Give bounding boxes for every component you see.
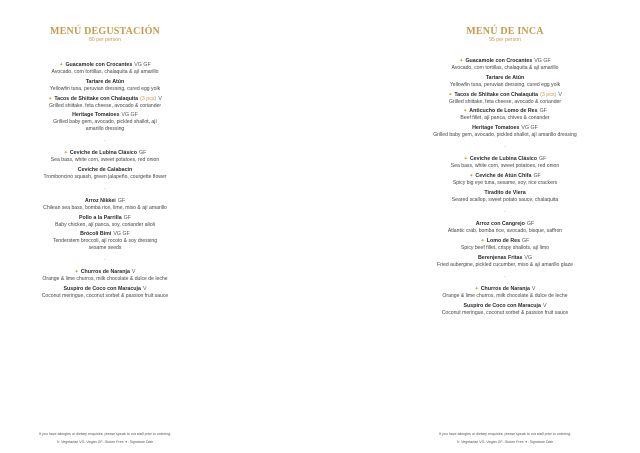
dish-heading [0,231,210,238]
menu-body [375,58,635,316]
dish-item [0,167,210,180]
dietary-tags: GF [522,237,530,244]
signature-star-icon: ✦ [459,58,464,64]
course-section [375,58,635,138]
dish-description: Yellowfin tuna, peruvian dressing, cured egg yolk [449,81,561,88]
dish-heading [375,125,635,132]
course-section [0,198,210,251]
dish-name: Ceviche de Calabacin [77,166,133,173]
dietary-tags: V [558,91,562,98]
signature-star-icon: ✦ [463,156,468,163]
menu-footer [0,432,210,445]
dish-item [0,286,210,299]
dietary-tags: GF [123,214,132,221]
signature-star-icon: ✦ [59,62,64,68]
dish-description: Tromboncino squash, green jalapeño, courgette flower [43,173,167,180]
dish-description: amarillo dressing [85,125,125,132]
dish-item [375,58,635,71]
course-divider: - [104,185,106,192]
dietary-tags: V [531,285,536,292]
signature-star-icon: ✦ [448,91,453,98]
dish-description: Coconut meringue, coconut sorbet & passion fruit sauce [441,309,569,316]
dish-description: Beef fillet, ají panca, chives & coriander [460,115,550,122]
dish-heading [0,62,210,69]
dish-name: Guacamole con Crocantes [65,62,133,68]
dietary-tags: VG GF [134,62,151,68]
dish-item [375,303,635,316]
dish-description: Baby chicken, ají panca, soy, coriander alioli [55,221,155,228]
dish-name: Tacos de Shiitake con Chalaquita [454,91,539,98]
dish-item [0,79,210,92]
dish-description: Grilled baby gem, avocado, pickled shallot, ají amarillo dressing [433,132,577,139]
dietary-legend: V: Vegetarian VG: Vegan GF: Gluten Free ✦: Signature Dish [456,440,554,444]
menu-title: MENÚ DE INCA [466,26,544,37]
dish-name: Heritage Tomatoes [472,125,520,132]
dish-name: Ceviche de Lubina Clásico [469,156,537,163]
dish-heading [375,255,635,262]
dish-description: Yellowfin tuna, peruvian dressing, cured egg yolk [49,85,161,92]
course-divider: - [104,256,106,263]
dietary-tags: GF [526,221,535,228]
dish-name: Suspiro de Coco con Maracuja [63,285,141,292]
dish-description: Fried aubergine, pickled cucumber, miso & ají amarillo glaze [437,261,573,268]
menu-page-inca [320,0,640,453]
dish-item [0,112,210,131]
dish-portion: (3 pcs) [540,91,557,98]
dish-description: sesame seeds [88,244,122,251]
dish-heading [375,92,635,99]
dish-name: Anticucho de Lomo de Res [469,108,538,115]
dish-name: Arroz Nikkei [84,197,116,204]
dish-heading [0,150,210,157]
dish-item [375,173,635,186]
dish-item [375,156,635,169]
dish-item [375,108,635,121]
signature-star-icon: ✦ [463,108,468,115]
dish-item [375,221,635,234]
dish-description: Orange & lime churros, milk chocolate & dulce de leche [42,275,168,282]
dietary-tags: V [131,268,136,275]
dietary-tags: VG [524,254,533,261]
menu-price: 80 per person [88,37,121,43]
dish-item [375,125,635,138]
dish-item [0,231,210,250]
signature-star-icon: ✦ [48,95,53,102]
dish-name: Churros de Naranja [480,285,530,292]
dish-name: Lomo de Res [486,237,521,244]
dish-description: Seared scallop, sweet potato sauce, chalaquita [451,196,559,203]
signature-star-icon: ✦ [474,285,479,292]
dish-heading [375,238,635,245]
dish-heading [375,221,635,228]
allergy-note: If you have allergies or dietary enquiries, please speak to our staff prior to ordering. [439,432,571,436]
dietary-tags: V [542,302,547,309]
signature-star-icon: ✦ [480,237,485,244]
course-section [375,221,635,268]
dish-heading [0,112,210,119]
dish-heading [375,58,635,65]
dietary-tags: GF [539,108,547,115]
dish-description: Grilled shiitake, feta cheese, avocado & coriander [448,98,562,105]
dish-item [375,255,635,268]
dietary-legend: V: Vegetarian VG: Vegan GF: Gluten Free ✦: Signature Dish [56,440,154,444]
course-divider: - [504,144,506,151]
dish-heading [375,156,635,163]
dish-description: Orange & lime churros, milk chocolate & dulce de leche [442,292,568,299]
dish-name: Ceviche de Atún Chifa [475,173,532,180]
dish-portion: (3 pcs) [140,95,157,102]
dish-heading [0,96,210,103]
dish-heading [375,190,635,197]
dish-name: Ceviche de Lubina Clásico [69,149,137,156]
dish-description: Coconut meringue, coconut sorbet & passion fruit sauce [41,292,169,299]
dish-item [0,215,210,228]
dish-description: Sea bass, white corn, sweet potatoes, red onion [50,156,160,163]
dietary-tags: VG GF [534,58,551,64]
dish-description: Sea bass, white corn, sweet potatoes, red onion [450,163,560,170]
signature-star-icon: ✦ [74,268,79,275]
course-section [0,62,210,132]
course-divider: - [104,137,106,144]
course-section [0,269,210,299]
dish-description: Tenderstem broccoli, ají rocoto & soy dressing [52,238,158,245]
dish-name: Pollo a la Parrilla [78,214,122,221]
dish-heading [375,286,635,293]
course-section [0,150,210,180]
dish-description: Avocado, corn tortillas, chalaquita & ají amarillo [451,65,559,71]
dish-heading [0,198,210,205]
dish-name: Heritage Tomatoes [72,112,120,119]
course-section [375,286,635,316]
dietary-tags: GF [538,156,547,163]
dish-heading [375,303,635,310]
dish-description: Chilean sea bass, bomba rice, lime, miso & ají amarillo [43,204,167,211]
dish-name: Tacos de Shiitake con Chalaquita [54,95,139,102]
dish-description: Spicy big eye tuna, sesame, soy, rice crackers [452,180,558,187]
dietary-tags: V [158,95,162,102]
dietary-tags: GF [117,197,126,204]
dish-name: Suspiro de Coco con Maracuja [463,302,541,309]
signature-star-icon: ✦ [63,149,68,156]
dietary-tags: V [142,285,147,292]
dish-name: Arroz con Cangrejo [475,221,525,228]
dish-heading [375,75,635,82]
dish-heading [0,215,210,222]
dish-item [375,75,635,88]
course-section [375,156,635,203]
dish-description: Atlantic crab, bomba rice, avocado, bisque, saffron [447,228,563,235]
menu-body [0,62,210,299]
dish-name: Berenjenas Fritas [477,254,523,261]
course-divider: - [504,273,506,280]
dish-item [375,238,635,251]
dish-heading [375,108,635,115]
dietary-tags: GF [138,149,147,156]
signature-star-icon: ✦ [469,173,474,180]
dish-description: Avocado, corn tortillas, chalaquita & ají amarillo [51,69,159,75]
menu-price: 95 per person [488,37,521,43]
dish-description: Grilled shiitake, feta cheese, avocado & coriander [48,102,162,109]
dish-item [375,92,635,105]
allergy-note: If you have allergies or dietary enquiries, please speak to our staff prior to ordering. [39,432,171,436]
dish-name: Tartare de Atún [485,74,525,81]
dish-heading [0,167,210,174]
dish-item [0,150,210,163]
dish-heading [375,173,635,180]
dietary-tags: VG GF [521,125,538,132]
dish-name: Tartare de Atún [85,78,125,85]
dish-name: Tiradito de Viera [484,189,526,196]
dish-heading [0,269,210,276]
dietary-tags: VG GF [121,112,138,119]
dish-item [375,286,635,299]
dish-description: Grilled baby gem, avocado, pickled shallot, ají [53,119,157,126]
dish-item [0,62,210,75]
dish-item [0,269,210,282]
dish-heading [0,79,210,86]
dish-name: Churros de Naranja [80,268,130,275]
dish-item [375,190,635,203]
dish-item [0,198,210,211]
dish-name: Brócoli Bimi [80,231,112,238]
dish-item [0,96,210,109]
dish-name: Guacamole con Crocantes [465,58,533,64]
dietary-tags: VG GF [113,231,130,238]
dietary-tags: GF [533,173,541,180]
course-divider: - [504,209,506,216]
menu-title: MENÚ DEGUSTACIÓN [50,26,160,37]
dish-description: Spicy beef fillet, crispy shallots, ají limo [460,244,550,251]
dish-heading [0,286,210,293]
menu-footer [370,432,640,445]
